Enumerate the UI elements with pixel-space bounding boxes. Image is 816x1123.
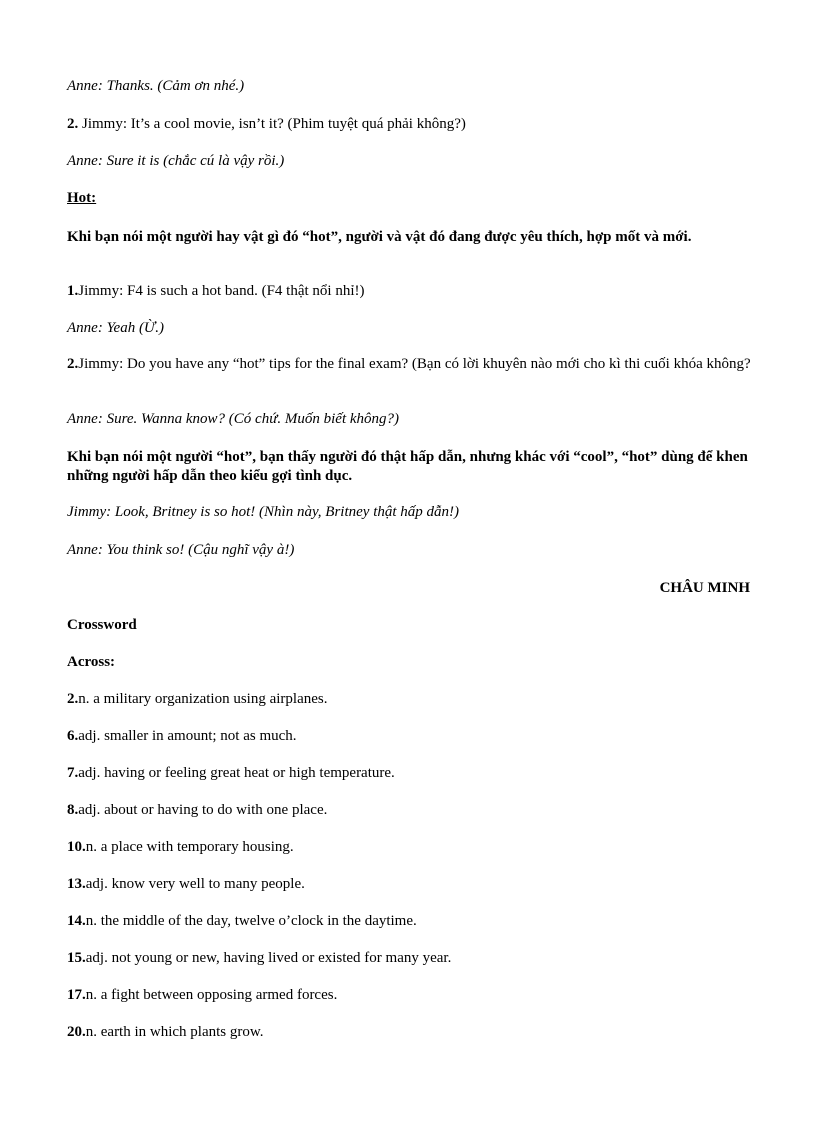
crossword-title: Crossword	[67, 617, 137, 633]
anne-thanks-line: Anne: Thanks. (Cảm ơn nhé.)	[67, 78, 245, 94]
clue-number: 15.	[67, 950, 86, 966]
across-label: Across:	[67, 654, 116, 670]
clue-item	[67, 801, 757, 820]
anne-sure-line: Anne: Sure it is (chắc cú là vậy rồi.)	[67, 153, 285, 169]
clue-text: n. a fight between opposing armed forces.	[85, 987, 338, 1003]
clue-text: n. a military organization using airplanes.	[78, 691, 328, 707]
hot-example-2	[67, 355, 757, 374]
hot-reply-1: Anne: Yeah (Ừ.)	[67, 320, 164, 336]
clue-number: 14.	[67, 913, 86, 929]
author-name: CHÂU MINH	[659, 580, 750, 596]
clue-number: 7.	[67, 765, 79, 781]
hot-example-3: Jimmy: Look, Britney is so hot! (Nhìn này, Britney thật hấp dẫn!)	[67, 504, 460, 520]
hot-example-1	[67, 282, 757, 301]
example-text: Jimmy: F4 is such a hot band. (F4 thật nổi nhỉ!)	[78, 283, 365, 299]
example-number: 2.	[67, 356, 79, 372]
clue-text: adj. know very well to many people.	[85, 876, 305, 892]
hot-reply-2: Anne: Sure. Wanna know? (Có chứ. Muốn biết không?)	[67, 411, 400, 427]
hot-heading: Hot:	[67, 190, 97, 206]
clue-text: adj. smaller in amount; not as much.	[78, 728, 297, 744]
clue-item	[67, 875, 757, 894]
clue-number: 2.	[67, 691, 79, 707]
hot-reply-3: Anne: You think so! (Cậu nghĩ vậy à!)	[67, 542, 295, 558]
hot-note: Khi bạn nói một người “hot”, bạn thấy người đó thật hấp dẫn, nhưng khác với “cool”, “hot” dùng để khen những người hấp dẫn theo kiểu gợi tình dục.	[67, 449, 748, 484]
hot-intro: Khi bạn nói một người hay vật gì đó “hot”, người và vật đó đang được yêu thích, hợp mốt và mới.	[67, 229, 692, 245]
clue-text: adj. about or having to do with one place.	[78, 802, 328, 818]
example-text: Jimmy: It’s a cool movie, isn’t it? (Phim tuyệt quá phải không?)	[78, 116, 466, 132]
clue-number: 8.	[67, 802, 79, 818]
clue-item	[67, 1023, 757, 1042]
clue-item	[67, 727, 757, 746]
clue-number: 13.	[67, 876, 86, 892]
clue-text: adj. having or feeling great heat or high temperature.	[78, 765, 395, 781]
clue-text: n. the middle of the day, twelve o’clock in the daytime.	[85, 913, 417, 929]
clue-text: n. a place with temporary housing.	[85, 839, 294, 855]
clue-item	[67, 838, 757, 857]
clue-item	[67, 949, 757, 968]
clue-item	[67, 986, 757, 1005]
clue-text: adj. not young or new, having lived or existed for many year.	[85, 950, 452, 966]
clue-item	[67, 912, 757, 931]
clue-text: n. earth in which plants grow.	[85, 1024, 264, 1040]
cool-example-2	[67, 115, 757, 134]
clue-item	[67, 764, 757, 783]
example-number: 2.	[67, 116, 79, 132]
clue-number: 6.	[67, 728, 79, 744]
clue-number: 20.	[67, 1024, 86, 1040]
example-text: Jimmy: Do you have any “hot” tips for the final exam? (Bạn có lời khuyên nào mới cho kì thi cuối khóa không?	[78, 356, 751, 372]
clue-number: 17.	[67, 987, 86, 1003]
clue-item	[67, 690, 757, 709]
clue-number: 10.	[67, 839, 86, 855]
example-number: 1.	[67, 283, 79, 299]
